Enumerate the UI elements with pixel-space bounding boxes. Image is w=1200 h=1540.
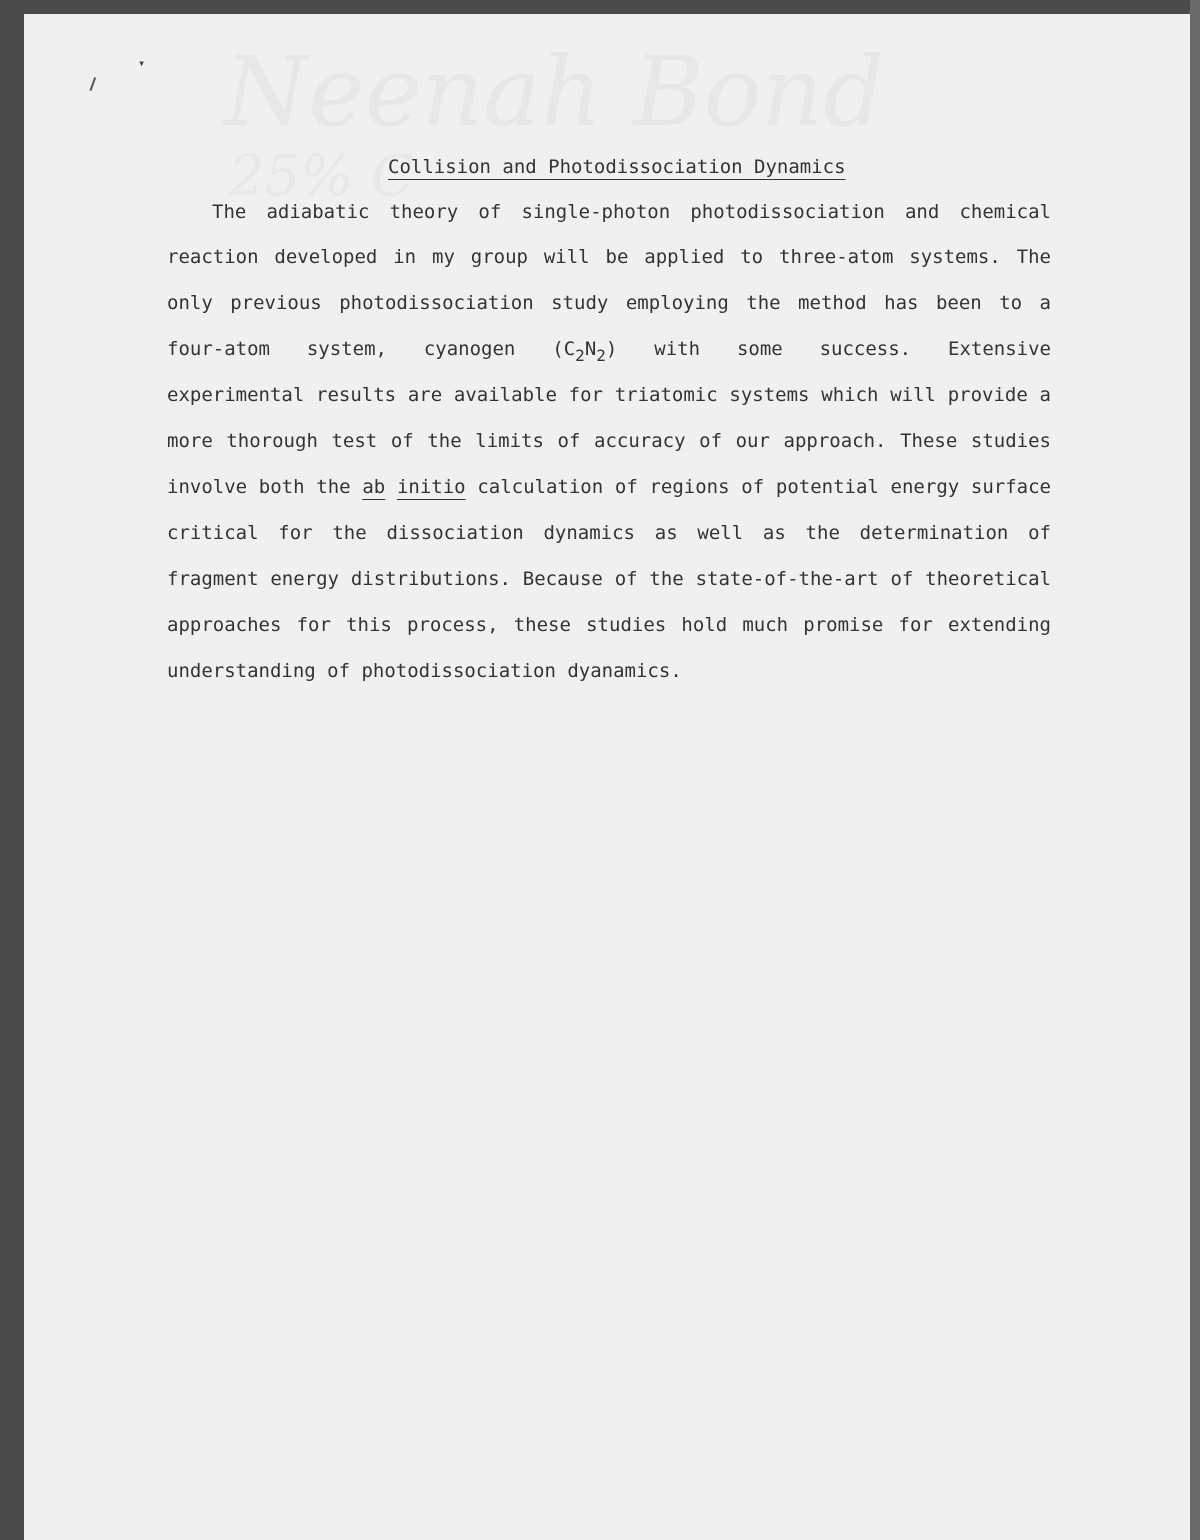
pencil-mark [84,75,96,91]
watermark-line1: Neenah Bond [224,36,885,148]
body-line-11: understanding of photodissociation dyanamics. [167,660,682,682]
body-line-1: The adiabatic theory of single-photon photodissociation and chemical [212,201,1051,223]
body-line-7 [167,476,1051,498]
underlined-initio: initio [396,476,466,498]
body-line-6: more thorough test of the limits of accuracy of our approach. These studies [167,430,1051,452]
subscript-2a: 2 [575,346,585,365]
line4-mid: N [584,338,597,360]
line7-after: calculation of regions of potential energy surface [465,476,1051,498]
body-line-4 [167,338,1051,365]
line7-space [385,476,397,498]
scan-edge [1190,0,1200,1540]
body-line-5: experimental results are available for triatomic systems which will provide a [167,384,1051,406]
body-line-10: approaches for this process, these studies hold much promise for extending [167,614,1051,636]
line4-before: four-atom system, cyanogen (C [167,338,576,360]
watermark-line2: 25% C [229,144,415,209]
body-line-9: fragment energy distributions. Because of the state-of-the-art of theoretical [167,568,1051,590]
document-title: Collision and Photodissociation Dynamics [388,156,846,178]
subscript-2b: 2 [596,346,606,365]
body-line-8: critical for the dissociation dynamics as well as the determination of [167,522,1051,544]
body-line-2: reaction developed in my group will be applied to three-atom systems. The [167,246,1051,268]
corner-mark-icon: ▾ [138,56,146,70]
line7-before: involve both the [167,476,363,498]
line4-after: ) with some success. Extensive [605,338,1051,360]
underlined-ab: ab [362,476,386,498]
document-page [24,14,1190,1540]
body-line-3: only previous photodissociation study employing the method has been to a [167,292,1051,314]
